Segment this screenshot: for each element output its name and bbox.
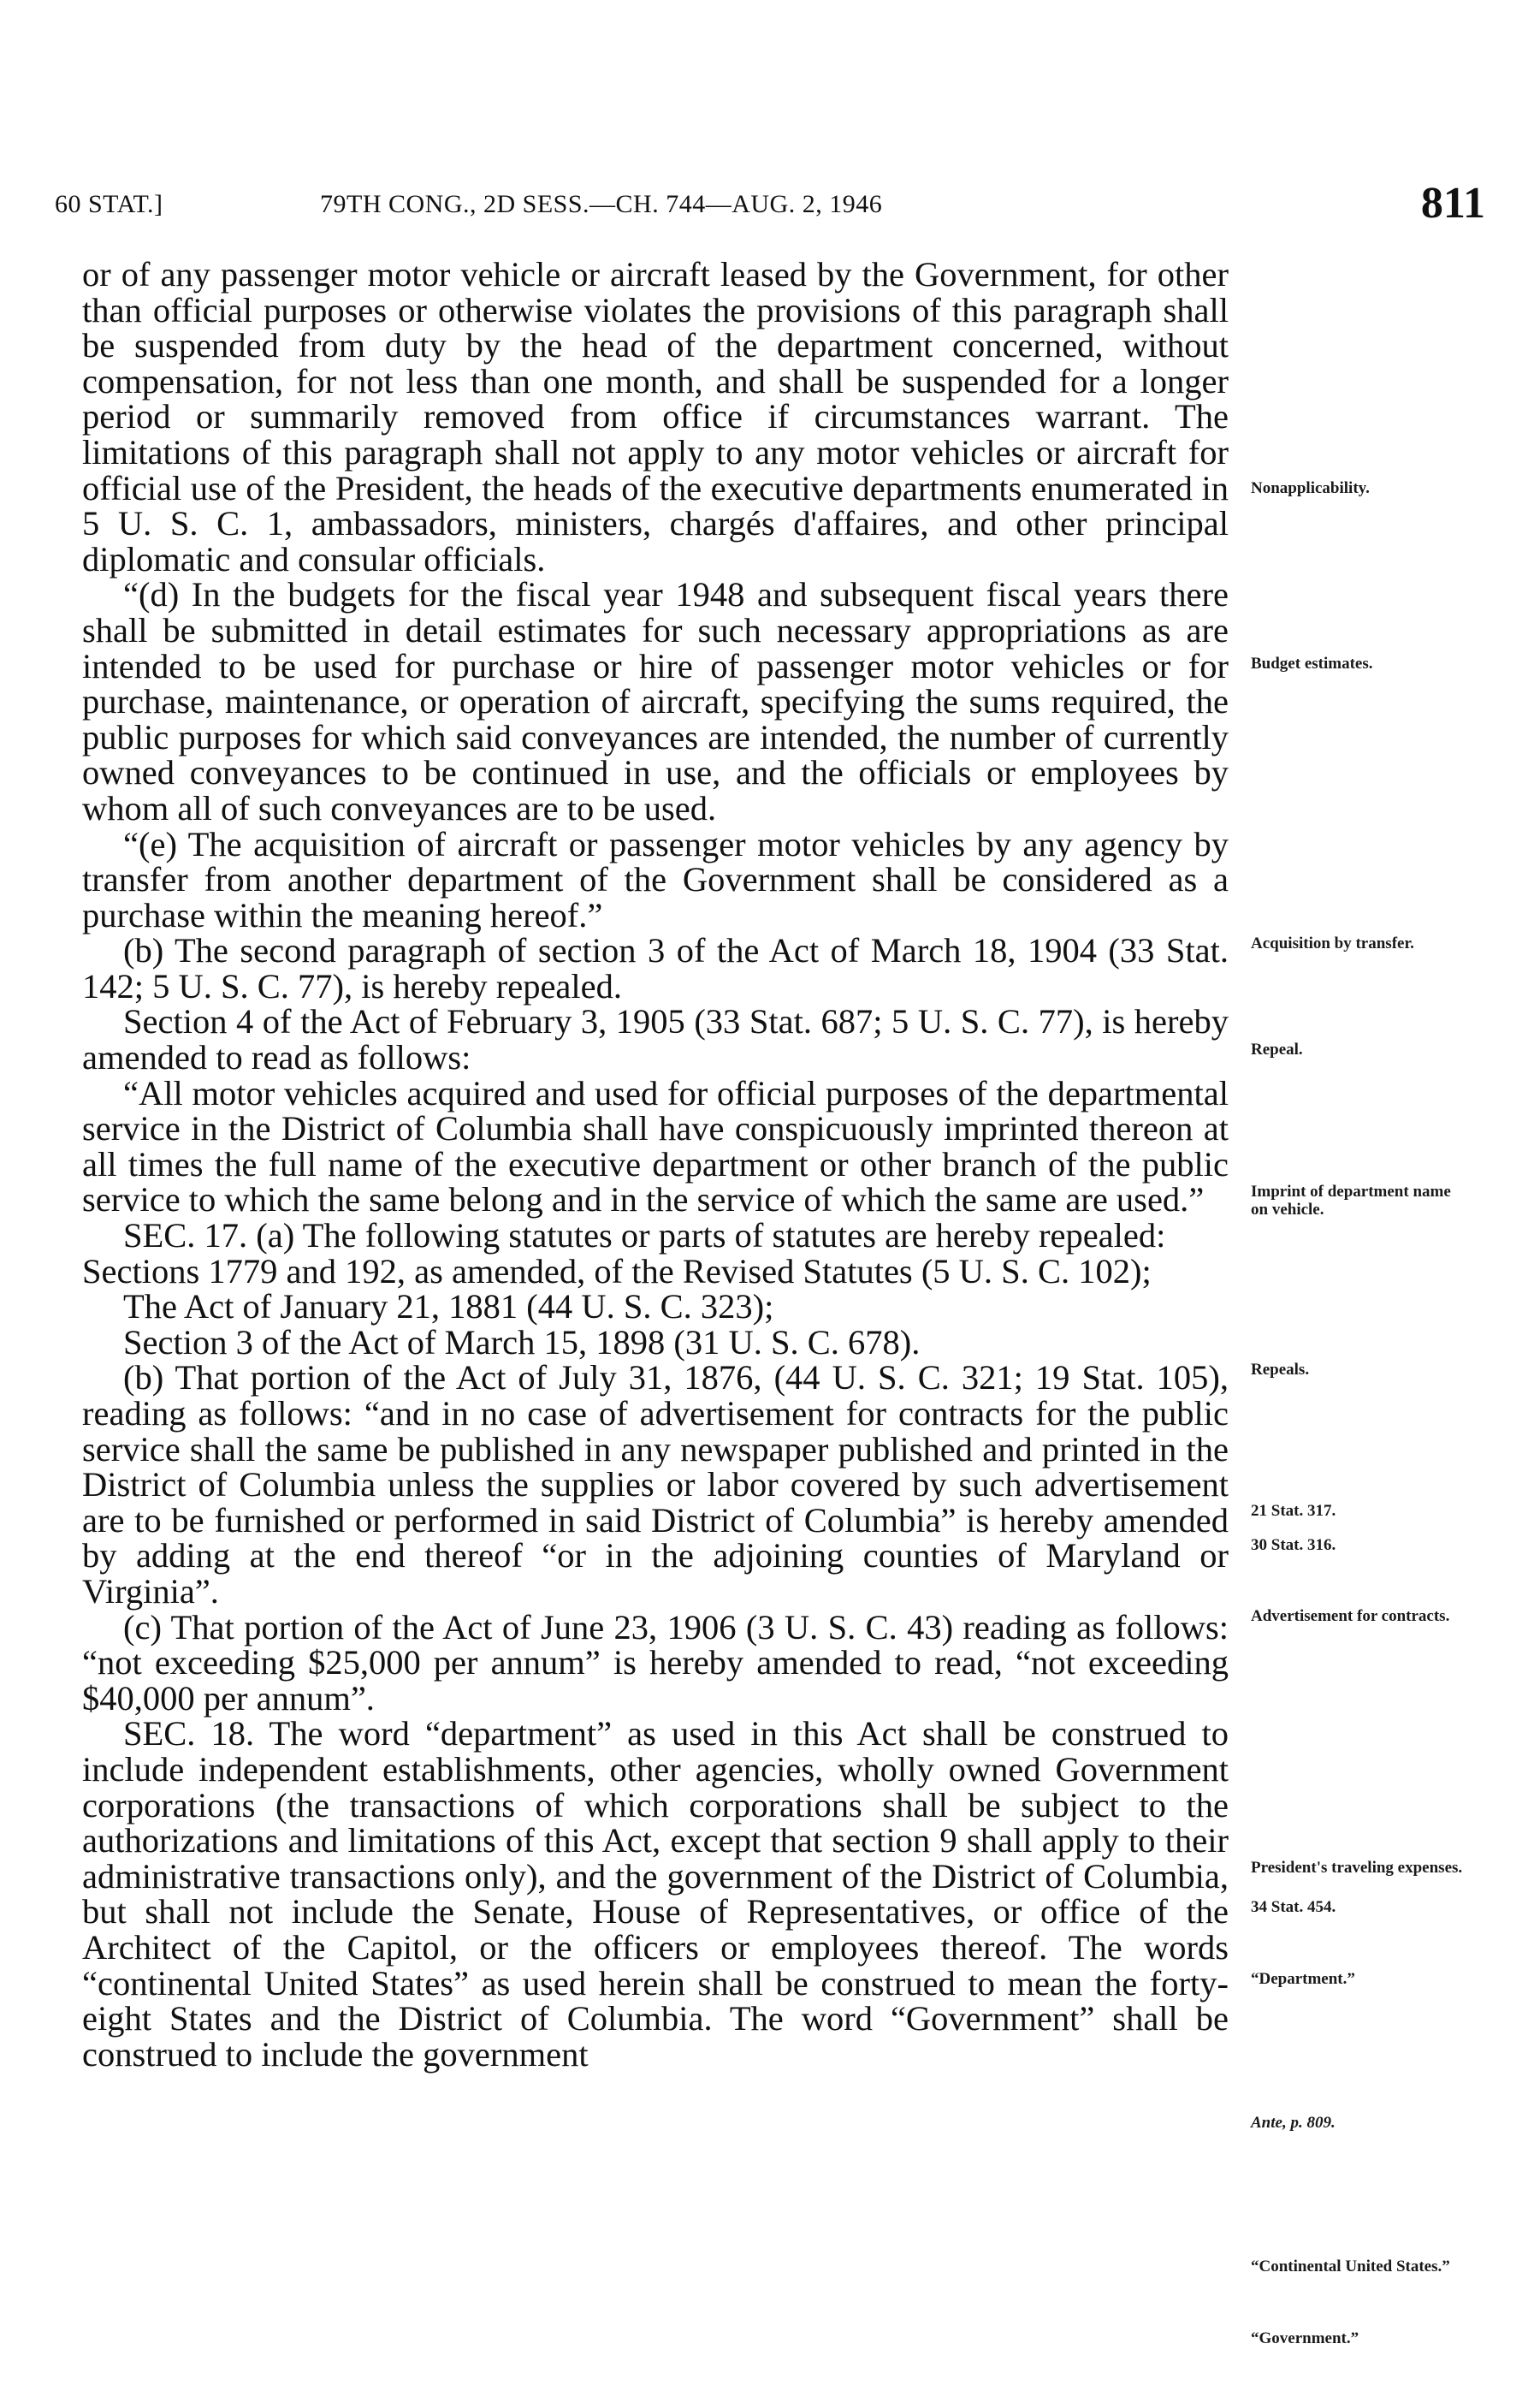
- margin-note-continental-us: “Continental United States.”: [1251, 2258, 1450, 2275]
- paragraph-travel-expenses: (c) That portion of the Act of June 23, 1906 (3 U. S. C. 43) reading as follows: “not exceeding $25,000 per annum” is hereby amended to read, “not exceeding $40,000 per annum”.: [82, 1607, 1229, 1718]
- margin-note-30-stat: 30 Stat. 316.: [1251, 1536, 1336, 1554]
- paragraph-budget-estimates: “(d) In the budgets for the fiscal year 1948 and subsequent fiscal years there shall be submitted in detail estimates for such necessary appropriations as are intended to be used for purchase or hire of passenger motor vehicles or for purchase, maintenance, or operation of aircraft, specifying the sums required, the public purposes for which said conveyances are intended, the number of currently owned conveyances to be continued in use, and the officials or employees by whom all of such conveyances are to be used.: [82, 575, 1229, 828]
- paragraph-revised-statutes: Sections 1779 and 192, as amended, of the Revised Statutes (5 U. S. C. 102);: [82, 1251, 1152, 1290]
- paragraph-section-4-amendment: Section 4 of the Act of February 3, 1905 (33 Stat. 687; 5 U. S. C. 77), is hereby amended to read as follows:: [82, 1002, 1229, 1077]
- page-number: 811: [1420, 179, 1485, 228]
- volume-reference: 60 STAT.]: [55, 190, 163, 218]
- margin-note-budget-estimates: Budget estimates.: [1251, 655, 1373, 673]
- margin-note-advertisement: Advertisement for contracts.: [1251, 1607, 1450, 1625]
- margin-note-president-travel: President's traveling expenses.: [1251, 1859, 1463, 1877]
- margin-note-government: “Government.”: [1251, 2329, 1359, 2347]
- paragraph-continued: or of any passenger motor vehicle or aircraft leased by the Government, for other than official purposes or otherwise violates the provisions of this paragraph shall be suspended from duty by the head of the department concerned, without compensation, for not less than one month, and shall be suspended for a longer period or summarily removed from office if circumstances warrant. The limitations of this paragraph shall not apply to any motor vehicles or aircraft for official use of the President, the heads of the executive departments enumerated in 5 U. S. C. 1, ambassadors, ministers, chargés d'affaires, and other principal diplomatic and consular officials.: [82, 255, 1229, 578]
- session-chapter-date: 79TH CONG., 2D SESS.—CH. 744—AUG. 2, 1946: [320, 190, 883, 218]
- margin-note-department: “Department.”: [1251, 1970, 1355, 1988]
- margin-note-acquisition-by-transfer: Acquisition by transfer.: [1251, 934, 1414, 952]
- paragraph-sec-18: SEC. 18. The word “department” as used in this Act shall be construed to include independent establishments, other agencies, wholly owned Government corporations (the transactions of which corporations shall be subject to the authorizations and limitations of this Act, except that section 9 shall apply to their administrative transactions only), and the government of the District of Columbia, but shall not include the Senate, House of Representatives, or office of the Architect of the Capitol, or the officers or employees thereof. The words “continental United States” as used herein shall be construed to mean the forty-eight States and the District of Columbia. The word “Government” shall be construed to include the government: [82, 1714, 1229, 2074]
- margin-note-nonapplicability: Nonapplicability.: [1251, 479, 1370, 497]
- margin-note-imprint: Imprint of department name on vehicle.: [1251, 1183, 1451, 1219]
- page-header: [55, 179, 1485, 234]
- margin-note-repeals: Repeals.: [1251, 1361, 1310, 1379]
- margin-note-34-stat: 34 Stat. 454.: [1251, 1898, 1336, 1916]
- paragraph-advertisement: (b) That portion of the Act of July 31, 1876, (44 U. S. C. 321; 19 Stat. 105), reading as follows: “and in no case of advertisement for contracts for the public service shall the same be published in any newspaper published and printed in the District of Columbia unless the supplies or labor covered by such advertisement are to be furnished or performed in said District of Columbia” is hereby amended by adding at the end thereof “or in the adjoining counties of Maryland or Virginia”.: [82, 1358, 1229, 1611]
- margin-note-repeal: Repeal.: [1251, 1041, 1303, 1059]
- statute-body: [82, 257, 1229, 2072]
- paragraph-imprint-requirement: “All motor vehicles acquired and used for official purposes of the departmental service in the District of Columbia shall have conspicuously imprinted thereon at all times the full name of the executive department or other branch of the public service to which the same belong and in the service of which the same are used.”: [82, 1073, 1229, 1219]
- margin-note-21-stat: 21 Stat. 317.: [1251, 1502, 1336, 1520]
- paragraph-sec-17: SEC. 17. (a) The following statutes or parts of statutes are hereby repealed:: [123, 1216, 1166, 1255]
- margin-note-ante: Ante, p. 809.: [1251, 2114, 1336, 2132]
- paragraph-acquisition-by-transfer: “(e) The acquisition of aircraft or passenger motor vehicles by any agency by transfer from another department of the Government shall be considered as a purchase within the meaning hereof.”: [82, 824, 1229, 934]
- paragraph-repeal: (b) The second paragraph of section 3 of the Act of March 18, 1904 (33 Stat. 142; 5 U. S. C. 77), is hereby repealed.: [82, 931, 1229, 1006]
- paragraph-act-1898: Section 3 of the Act of March 15, 1898 (31 U. S. C. 678).: [123, 1322, 921, 1362]
- paragraph-act-1881: The Act of January 21, 1881 (44 U. S. C. 323);: [123, 1287, 774, 1326]
